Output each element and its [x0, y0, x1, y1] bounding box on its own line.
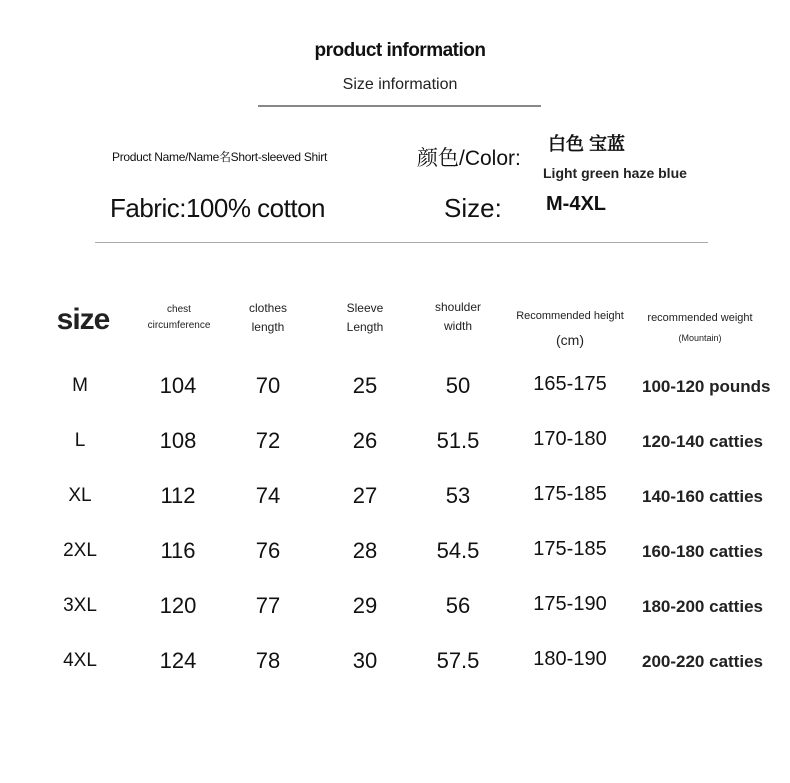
divider	[95, 242, 708, 243]
cell-length: 72	[255, 428, 281, 453]
cell-weight: 200-220 catties	[642, 652, 763, 671]
cell-length: 77	[255, 593, 281, 618]
color-label: 颜色/Color:	[417, 147, 521, 170]
header-height: Recommended height (cm)	[516, 310, 624, 348]
cell-height: 175-185	[533, 483, 607, 505]
cell-sleeve: 25	[352, 373, 378, 398]
cell-length: 74	[255, 483, 281, 508]
fabric-info: Fabric:100% cotton	[110, 193, 326, 223]
cell-size: XL	[68, 485, 92, 506]
cell-height: 170-180	[533, 428, 607, 450]
cell-sleeve: 27	[352, 483, 378, 508]
color-values-en: Light green haze blue	[543, 165, 687, 181]
cell-height: 175-185	[533, 538, 607, 560]
cell-weight: 140-160 catties	[642, 487, 763, 506]
cell-chest: 116	[160, 538, 196, 563]
cell-size: L	[74, 430, 86, 451]
header-sleeve: Sleeve Length	[346, 301, 384, 334]
size-label: Size:	[444, 193, 502, 223]
cell-chest: 108	[159, 428, 197, 453]
cell-size: M	[72, 375, 88, 396]
cell-sleeve: 26	[352, 428, 378, 453]
cell-shoulder: 56	[445, 593, 471, 618]
cell-height: 180-190	[533, 648, 607, 670]
page-subtitle: Size information	[342, 76, 458, 93]
cell-chest: 120	[159, 593, 197, 618]
header-size: size	[56, 303, 110, 336]
cell-height: 165-175	[533, 373, 607, 395]
header-length: clothes length	[248, 301, 288, 334]
cell-chest: 104	[159, 373, 197, 398]
cell-weight: 160-180 catties	[642, 542, 763, 561]
cell-sleeve: 28	[352, 538, 378, 563]
cell-shoulder: 54.5	[436, 538, 480, 563]
cell-weight: 100-120 pounds	[642, 377, 771, 396]
cell-chest: 112	[160, 483, 196, 508]
cell-size: 4XL	[63, 650, 97, 671]
cell-chest: 124	[159, 648, 197, 673]
cell-sleeve: 29	[352, 593, 378, 618]
cell-shoulder: 57.5	[436, 648, 480, 673]
cell-length: 78	[255, 648, 281, 673]
cell-size: 3XL	[63, 595, 97, 616]
cell-length: 70	[255, 373, 281, 398]
header-weight: recommended weight (Mountain)	[647, 312, 753, 343]
size-range: M-4XL	[546, 193, 606, 215]
cell-shoulder: 51.5	[436, 428, 480, 453]
cell-weight: 180-200 catties	[642, 597, 763, 616]
cell-height: 175-190	[533, 593, 607, 615]
page-title: product information	[314, 40, 486, 61]
cell-length: 76	[255, 538, 281, 563]
cell-size: 2XL	[63, 540, 97, 561]
cell-sleeve: 30	[352, 648, 378, 673]
color-values-cn: 白色 宝蓝	[548, 134, 626, 154]
cell-shoulder: 50	[445, 373, 471, 398]
divider	[258, 105, 541, 107]
cell-shoulder: 53	[445, 483, 471, 508]
header-chest: chest circumference	[147, 304, 211, 331]
cell-weight: 120-140 catties	[642, 432, 763, 451]
header-shoulder: shoulder width	[434, 300, 482, 333]
product-name: Product Name/Name名Short-sleeved Shirt	[112, 150, 327, 164]
